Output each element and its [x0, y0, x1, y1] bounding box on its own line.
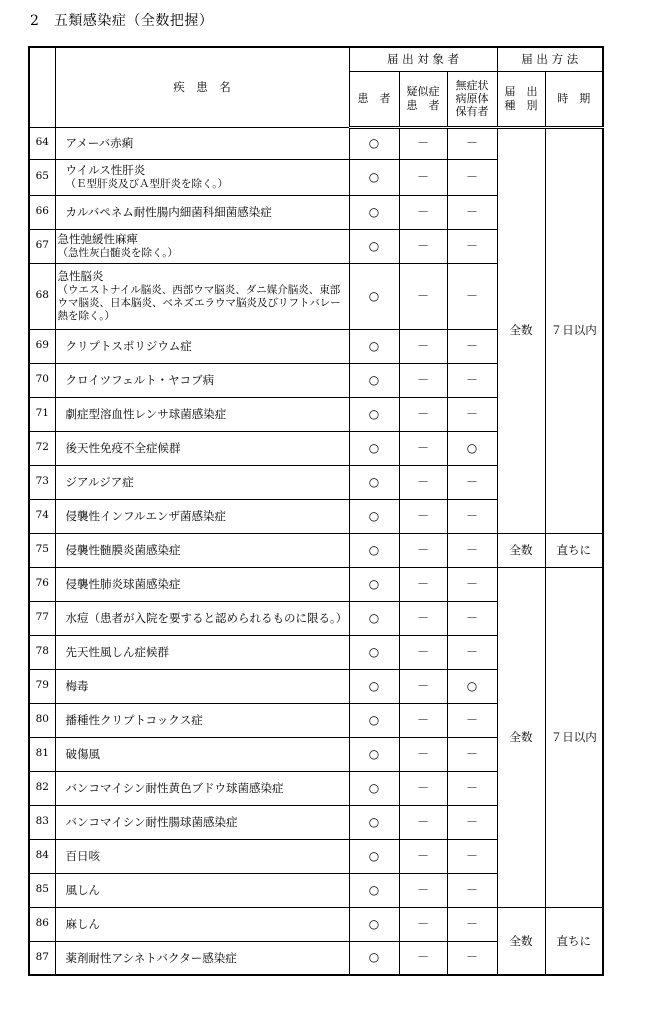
disease-name-cell — [55, 363, 349, 397]
suspected-mark: － — [399, 499, 447, 533]
row-number: 73 — [29, 465, 55, 499]
carrier-mark: － — [447, 533, 497, 567]
disease-name-cell — [55, 941, 349, 975]
header-row-1 — [29, 47, 603, 71]
disease-table — [28, 46, 604, 976]
patient-mark: ○ — [349, 635, 399, 669]
patient-mark: ○ — [349, 873, 399, 907]
carrier-mark: － — [447, 907, 497, 941]
patient-mark: ○ — [349, 431, 399, 465]
row-number: 71 — [29, 397, 55, 431]
disease-name-cell — [55, 263, 349, 329]
disease-note: （Ｅ型肝炎及びＡ型肝炎を除く。） — [65, 177, 229, 190]
disease-name: 水痘（患者が入院を要すると認められるものに限る。） — [65, 610, 348, 625]
suspected-mark: － — [399, 397, 447, 431]
carrier-mark: － — [447, 363, 497, 397]
notify-period: 直ちに — [545, 907, 603, 975]
disease-name-cell — [55, 669, 349, 703]
suspected-mark: － — [399, 771, 447, 805]
row-number: 68 — [29, 263, 55, 329]
patient-mark: ○ — [349, 737, 399, 771]
disease-name-cell — [55, 465, 349, 499]
disease-name-cell — [55, 703, 349, 737]
disease-name-cell — [55, 907, 349, 941]
suspected-mark: － — [399, 127, 447, 159]
disease-name: カルバペネム耐性腸内細菌科細菌感染症 — [65, 204, 272, 219]
header-notify-target: 届 出 対 象 者 — [349, 47, 497, 71]
suspected-mark: － — [399, 873, 447, 907]
disease-name-cell — [55, 635, 349, 669]
row-number: 80 — [29, 703, 55, 737]
disease-name: 梅毒 — [65, 678, 89, 693]
row-number: 79 — [29, 669, 55, 703]
disease-name: 侵襲性インフルエンザ菌感染症 — [65, 508, 227, 523]
suspected-mark: － — [399, 263, 447, 329]
suspected-mark: － — [399, 229, 447, 263]
row-number: 72 — [29, 431, 55, 465]
suspected-mark: － — [399, 703, 447, 737]
row-number: 84 — [29, 839, 55, 873]
table-body — [29, 127, 603, 975]
disease-note: （急性灰白髄炎を除く。） — [57, 246, 179, 259]
row-number: 82 — [29, 771, 55, 805]
carrier-mark: － — [447, 567, 497, 601]
patient-mark: ○ — [349, 805, 399, 839]
disease-name-cell — [55, 839, 349, 873]
row-number: 75 — [29, 533, 55, 567]
carrier-mark: － — [447, 329, 497, 363]
disease-name-cell — [55, 127, 349, 159]
carrier-mark: － — [447, 397, 497, 431]
disease-name: バンコマイシン耐性黄色ブドウ球菌感染症 — [65, 780, 284, 795]
row-number: 67 — [29, 229, 55, 263]
header-carrier: 無症状 病原体 保有者 — [447, 71, 497, 127]
disease-name-cell — [55, 737, 349, 771]
section-title: 2 五類感染症（全数把握） — [30, 13, 214, 29]
disease-name-cell — [55, 229, 349, 263]
disease-name-cell — [55, 159, 349, 195]
table-row — [29, 533, 603, 567]
carrier-mark: ○ — [447, 669, 497, 703]
disease-name-cell — [55, 805, 349, 839]
carrier-mark: － — [447, 873, 497, 907]
disease-name: 麻しん — [65, 916, 100, 931]
carrier-mark: － — [447, 941, 497, 975]
disease-name-cell — [55, 533, 349, 567]
patient-mark: ○ — [349, 499, 399, 533]
notify-period: ７日以内 — [545, 567, 603, 907]
notify-kind: 全数 — [497, 907, 545, 975]
patient-mark: ○ — [349, 363, 399, 397]
patient-mark: ○ — [349, 669, 399, 703]
row-number: 85 — [29, 873, 55, 907]
carrier-mark: － — [447, 703, 497, 737]
suspected-mark: － — [399, 363, 447, 397]
patient-mark: ○ — [349, 159, 399, 195]
row-number: 83 — [29, 805, 55, 839]
header-suspected: 疑似症 患 者 — [399, 71, 447, 127]
suspected-mark: － — [399, 195, 447, 229]
disease-name: 侵襲性肺炎球菌感染症 — [65, 576, 181, 591]
disease-name: 侵襲性髄膜炎菌感染症 — [65, 542, 181, 557]
patient-mark: ○ — [349, 127, 399, 159]
row-number: 76 — [29, 567, 55, 601]
header-notify-method: 届 出 方 法 — [497, 47, 603, 71]
notify-period: ７日以内 — [545, 127, 603, 533]
disease-name: 劇症型溶血性レンサ球菌感染症 — [65, 406, 227, 421]
row-number: 64 — [29, 127, 55, 159]
patient-mark: ○ — [349, 907, 399, 941]
disease-name-cell — [55, 567, 349, 601]
suspected-mark: － — [399, 465, 447, 499]
patient-mark: ○ — [349, 839, 399, 873]
patient-mark: ○ — [349, 229, 399, 263]
carrier-mark: － — [447, 127, 497, 159]
disease-name: クロイツフェルト・ヤコブ病 — [65, 372, 215, 387]
notify-period: 直ちに — [545, 533, 603, 567]
patient-mark: ○ — [349, 329, 399, 363]
suspected-mark: － — [399, 431, 447, 465]
suspected-mark: － — [399, 805, 447, 839]
row-number: 74 — [29, 499, 55, 533]
disease-name-cell — [55, 499, 349, 533]
suspected-mark: － — [399, 567, 447, 601]
header-disease-name: 疾 患 名 — [55, 47, 349, 127]
disease-name-cell — [55, 397, 349, 431]
row-number: 70 — [29, 363, 55, 397]
header-num — [29, 47, 55, 127]
patient-mark: ○ — [349, 533, 399, 567]
suspected-mark: － — [399, 907, 447, 941]
patient-mark: ○ — [349, 567, 399, 601]
table-row — [29, 127, 603, 159]
disease-name-cell — [55, 195, 349, 229]
patient-mark: ○ — [349, 601, 399, 635]
patient-mark: ○ — [349, 465, 399, 499]
suspected-mark: － — [399, 533, 447, 567]
carrier-mark: － — [447, 805, 497, 839]
row-number: 66 — [29, 195, 55, 229]
carrier-mark: － — [447, 159, 497, 195]
suspected-mark: － — [399, 329, 447, 363]
suspected-mark: － — [399, 601, 447, 635]
disease-name: ウイルス性肝炎 — [65, 163, 146, 178]
disease-name: 風しん — [65, 882, 100, 897]
disease-note: （ウエストナイル脳炎、西部ウマ脳炎、ダニ媒介脳炎、東部ウマ脳炎、日本脳炎、ベネズエラウマ脳炎及びリフトバレー熱を除く。） — [57, 283, 341, 322]
notify-kind: 全数 — [497, 533, 545, 567]
disease-name: バンコマイシン耐性腸球菌感染症 — [65, 814, 238, 829]
row-number: 77 — [29, 601, 55, 635]
header-period: 時 期 — [545, 71, 603, 127]
disease-name: 先天性風しん症候群 — [65, 644, 169, 659]
patient-mark: ○ — [349, 195, 399, 229]
carrier-mark: － — [447, 601, 497, 635]
disease-name: アメーバ赤痢 — [65, 135, 134, 150]
disease-name: 薬剤耐性アシネトバクター感染症 — [65, 950, 237, 965]
disease-name-cell — [55, 431, 349, 465]
disease-name: 百日咳 — [65, 848, 100, 863]
disease-name: クリプトスポリジウム症 — [65, 338, 192, 353]
carrier-mark: － — [447, 263, 497, 329]
disease-name-cell — [55, 873, 349, 907]
carrier-mark: － — [447, 839, 497, 873]
patient-mark: ○ — [349, 771, 399, 805]
header-kind: 届 出 種 別 — [497, 71, 545, 127]
carrier-mark: － — [447, 465, 497, 499]
notify-kind: 全数 — [497, 567, 545, 907]
carrier-mark: － — [447, 499, 497, 533]
carrier-mark: － — [447, 635, 497, 669]
suspected-mark: － — [399, 159, 447, 195]
table-row — [29, 567, 603, 601]
disease-name: 播種性クリプトコックス症 — [65, 712, 203, 727]
row-number: 87 — [29, 941, 55, 975]
carrier-mark: － — [447, 229, 497, 263]
disease-name: 急性脳炎 — [57, 269, 104, 284]
suspected-mark: － — [399, 635, 447, 669]
disease-name-cell — [55, 771, 349, 805]
row-number: 69 — [29, 329, 55, 363]
disease-name: ジアルジア症 — [65, 474, 134, 489]
table-row — [29, 907, 603, 941]
header-patient: 患 者 — [349, 71, 399, 127]
disease-name: 後天性免疫不全症候群 — [65, 440, 181, 455]
suspected-mark: － — [399, 839, 447, 873]
disease-name: 急性弛緩性麻痺 — [57, 232, 138, 247]
carrier-mark: － — [447, 737, 497, 771]
suspected-mark: － — [399, 737, 447, 771]
row-number: 81 — [29, 737, 55, 771]
row-number: 78 — [29, 635, 55, 669]
patient-mark: ○ — [349, 397, 399, 431]
disease-name-cell — [55, 601, 349, 635]
suspected-mark: － — [399, 669, 447, 703]
suspected-mark: － — [399, 941, 447, 975]
patient-mark: ○ — [349, 941, 399, 975]
row-number: 86 — [29, 907, 55, 941]
disease-name-cell — [55, 329, 349, 363]
row-number: 65 — [29, 159, 55, 195]
notify-kind: 全数 — [497, 127, 545, 533]
carrier-mark: － — [447, 771, 497, 805]
disease-name: 破傷風 — [65, 746, 100, 761]
carrier-mark: ○ — [447, 431, 497, 465]
patient-mark: ○ — [349, 263, 399, 329]
patient-mark: ○ — [349, 703, 399, 737]
carrier-mark: － — [447, 195, 497, 229]
